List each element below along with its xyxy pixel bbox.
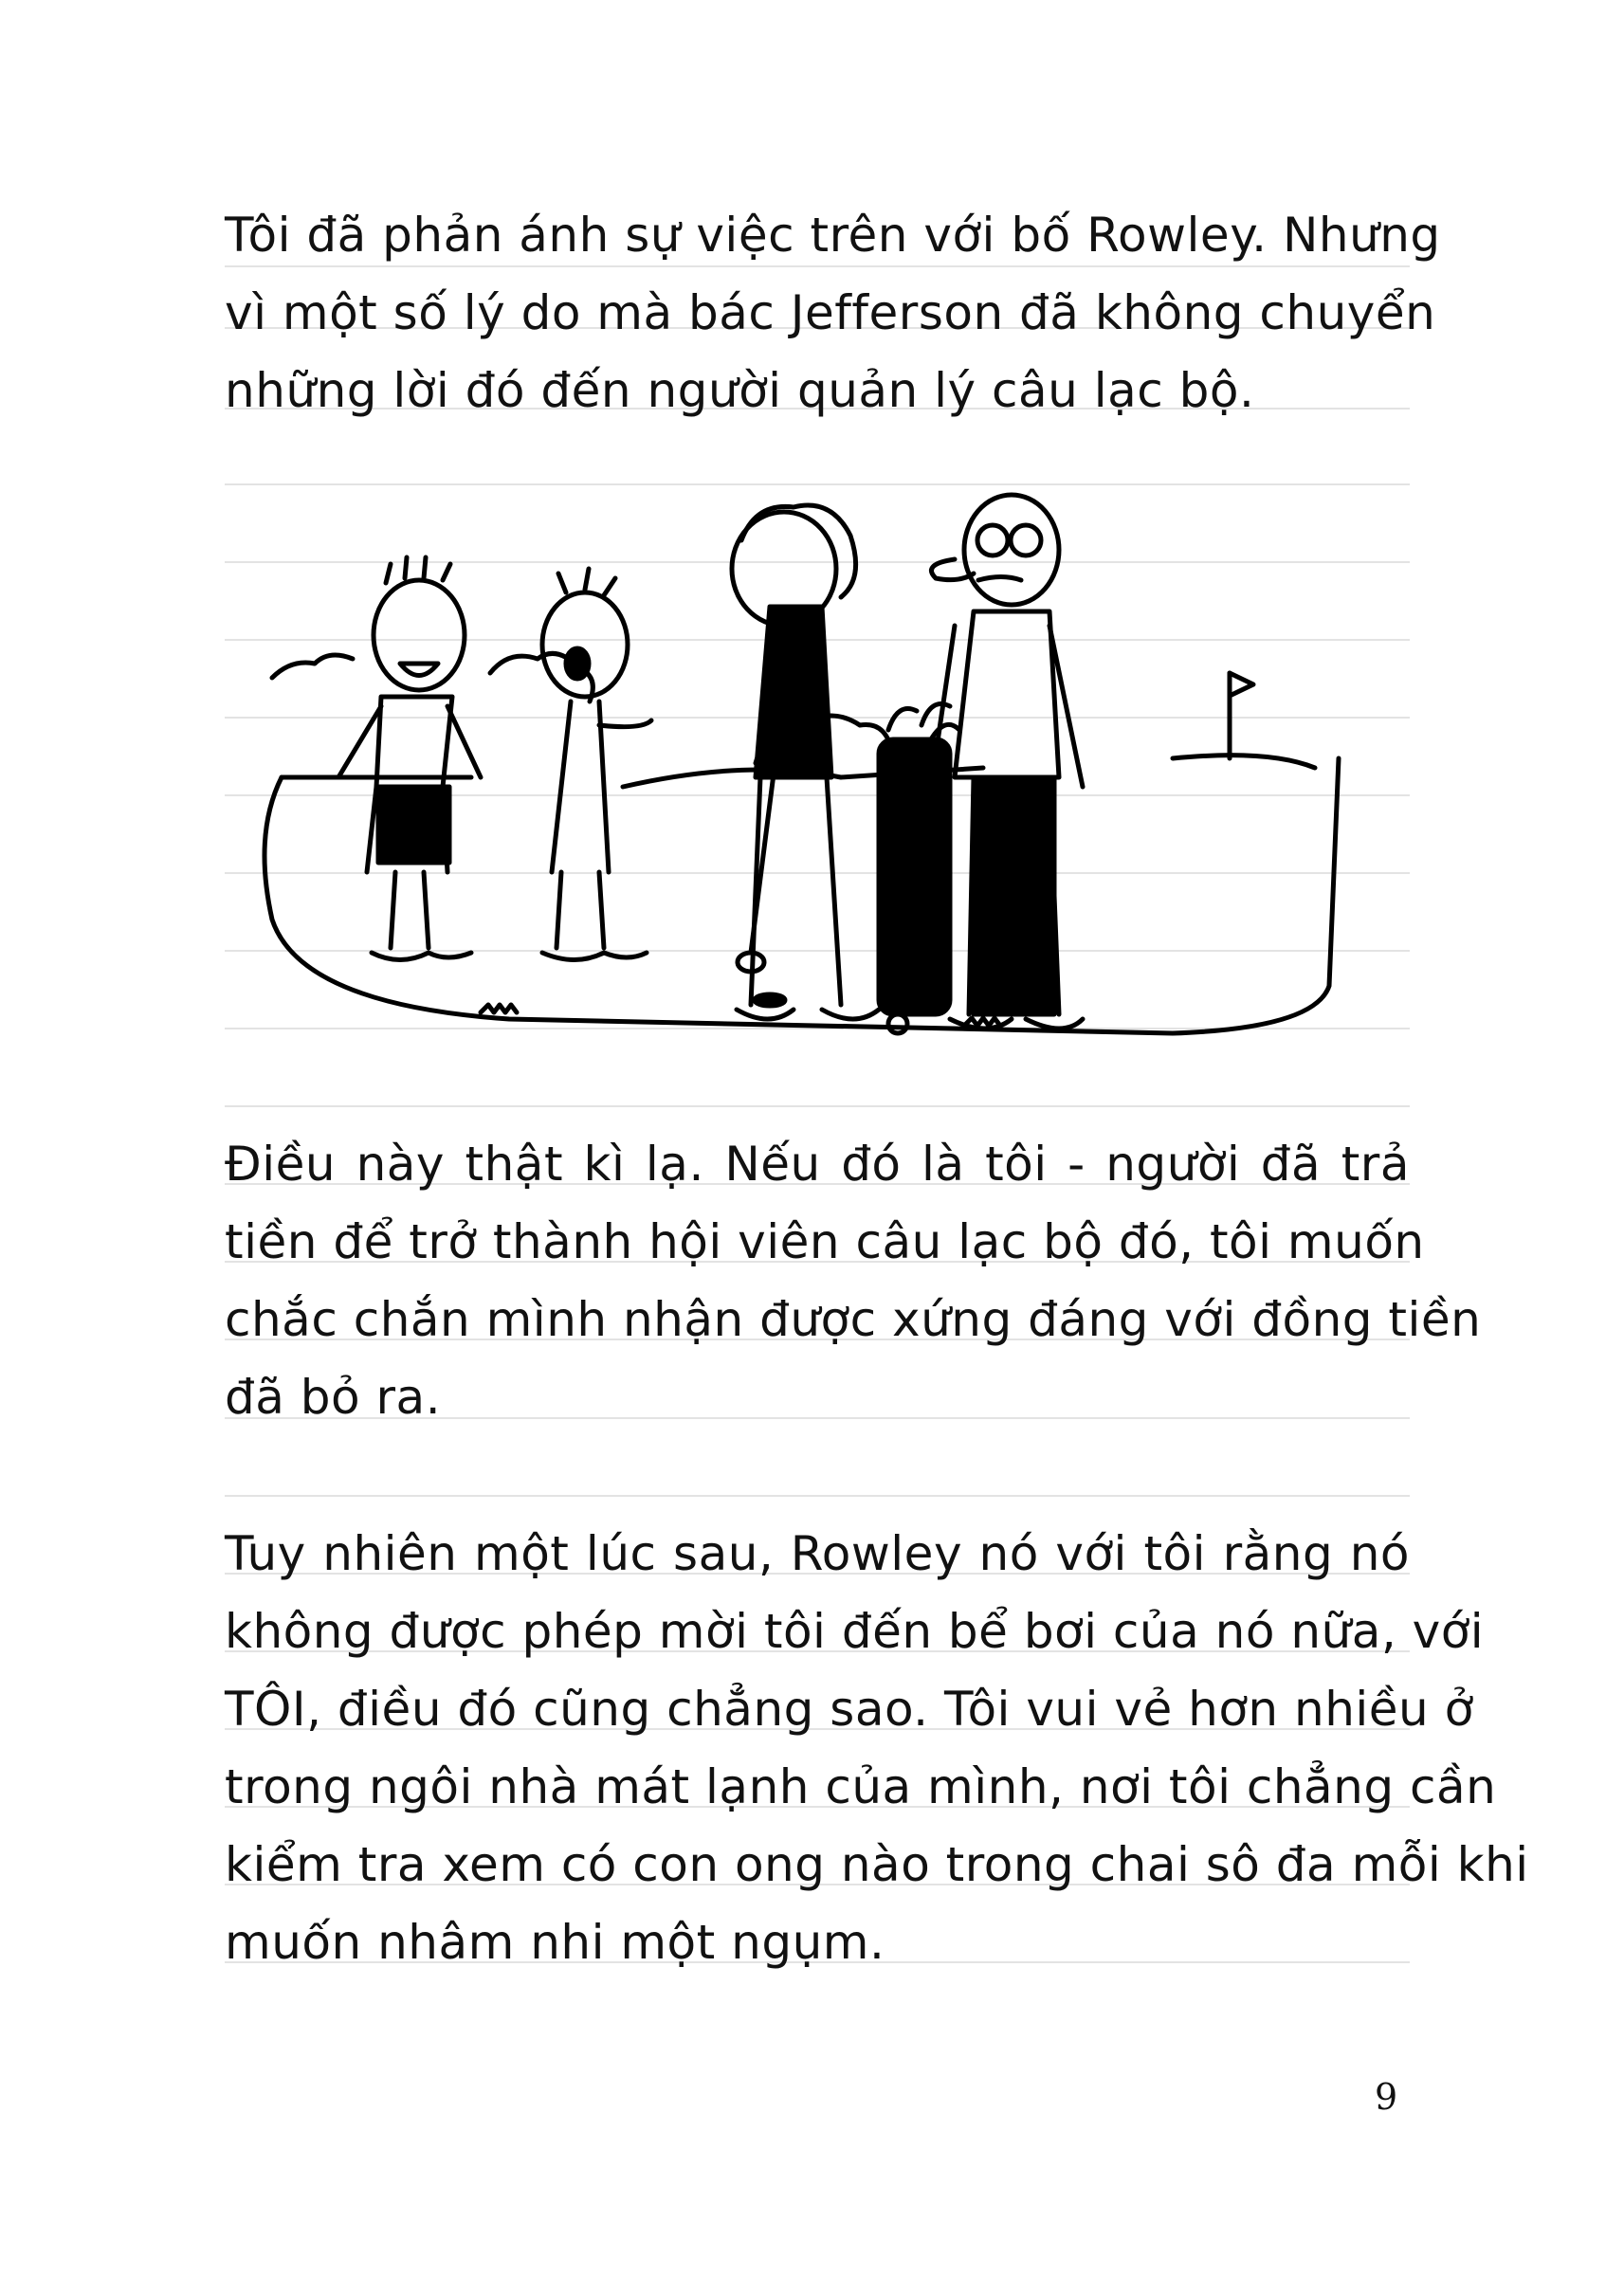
text-line: không được phép mời tôi đến bể bơi của nó nữa, với <box>225 1604 1485 1659</box>
text-line: Tuy nhiên một lúc sau, Rowley nó với tôi rằng nó <box>225 1526 1410 1581</box>
text-line: đã bỏ ra. <box>225 1370 442 1425</box>
text-line: kiểm tra xem có con ong nào trong chai sô đa mỗi khi <box>225 1837 1529 1892</box>
text-line: Điều này thật kì lạ. Nếu đó là tôi - người đã trả <box>225 1137 1410 1192</box>
text-line: những lời đó đến người quản lý câu lạc bộ. <box>225 363 1255 418</box>
text-line: vì một số lý do mà bác Jefferson đã không chuyển <box>225 285 1436 340</box>
text-line: tiền để trở thành hội viên câu lạc bộ đó, tôi muốn <box>225 1214 1425 1269</box>
golf-course-illustration <box>225 474 1410 1052</box>
text-line: Tôi đã phản ánh sự việc trên với bố Rowley. Nhưng <box>225 208 1441 263</box>
text-line: chắc chắn mình nhận được xứng đáng với đồng tiền <box>225 1292 1482 1347</box>
text-line: muốn nhâm nhi một ngụm. <box>225 1915 885 1970</box>
text-line: trong ngôi nhà mát lạnh của mình, nơi tôi chẳng cần <box>225 1759 1497 1814</box>
text-line: TÔI, điều đó cũng chẳng sao. Tôi vui vẻ hơn nhiều ở <box>225 1682 1474 1737</box>
page-number: 9 <box>1375 2076 1398 2118</box>
